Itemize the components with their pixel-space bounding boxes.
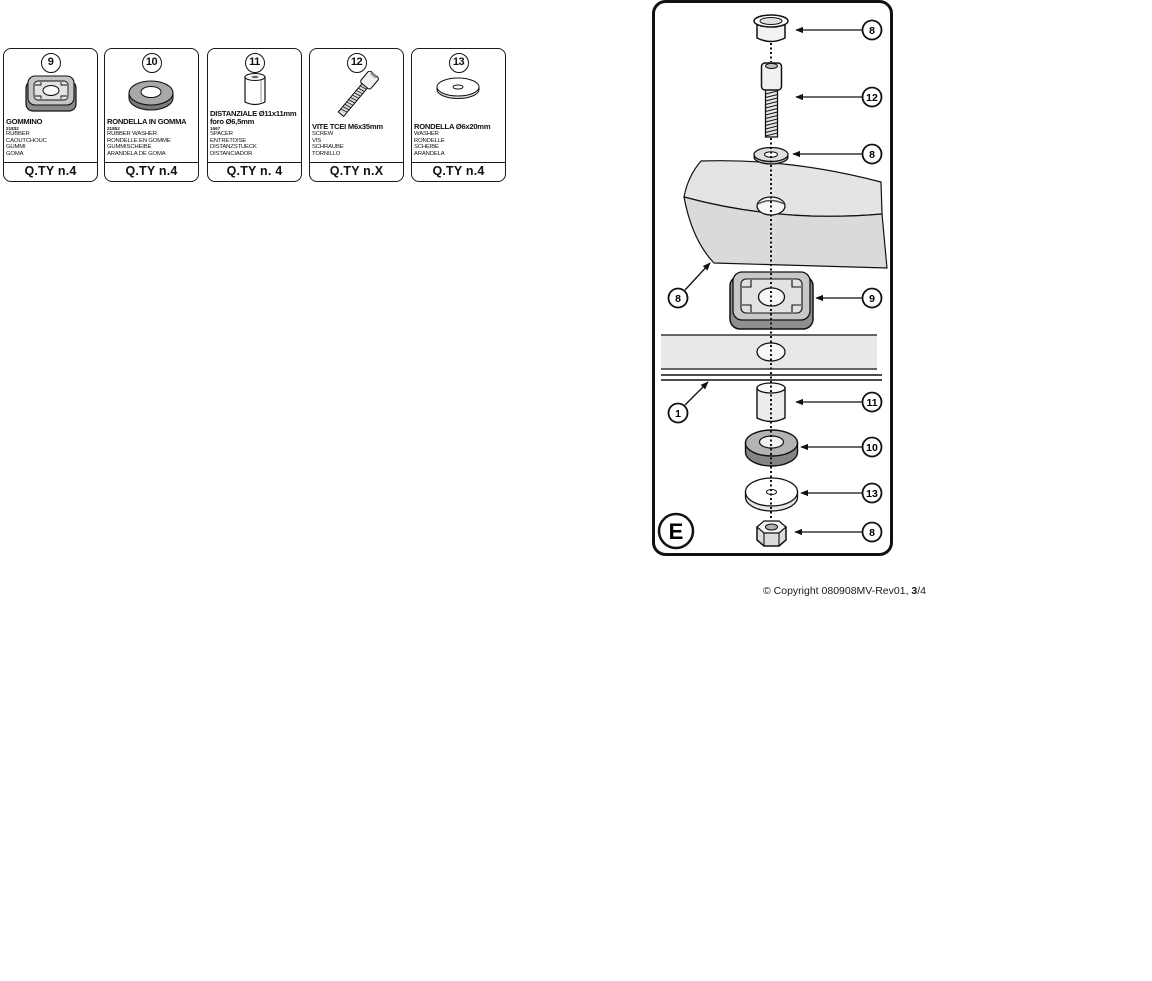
part-card-spacer — [207, 48, 302, 182]
part-description — [210, 110, 300, 157]
rubber-washer-hole — [760, 436, 784, 448]
part-card-rubber-washer — [104, 48, 199, 182]
part-card-screw — [309, 48, 404, 182]
part-description — [312, 123, 402, 157]
callout-number: 1 — [675, 408, 681, 420]
part-name-es: ARANDELA DE GOMA — [107, 150, 166, 157]
part-description — [107, 118, 197, 157]
part-code: 21832 — [6, 126, 19, 131]
part-description — [414, 123, 504, 157]
part-name-fr: VIS — [312, 137, 322, 144]
part-name-fr: RONDELLE EN GOMME — [107, 137, 171, 144]
washer-illustration — [412, 71, 504, 121]
page-total: /4 — [917, 585, 927, 597]
part-quantity: Q.TY n. 4 — [208, 162, 301, 181]
part-name-en: RUBBER — [6, 131, 30, 137]
section-letter: E — [668, 519, 684, 544]
part-title: RONDELLA IN GOMMA — [107, 117, 187, 126]
part-name-fr: CAOUTCHOUC — [6, 137, 47, 144]
part-name-fr: RONDELLE — [414, 137, 445, 144]
part-name-de: GUMMISCHEIBE — [107, 144, 152, 150]
part-title: VITE TCEI M6x35mm — [312, 122, 383, 131]
part-code: 21852 — [107, 126, 120, 131]
part-name-de: SCHEIBE — [414, 144, 439, 150]
rubber-mount-hole — [43, 86, 59, 96]
part-card-rubber-mount — [3, 48, 98, 182]
callout-number: 13 — [866, 488, 878, 500]
screw-illustration — [310, 71, 402, 121]
part-description — [6, 118, 96, 157]
part-name-en: WASHER — [414, 131, 439, 137]
part-name-fr: ENTRETOISE — [210, 137, 247, 144]
washer-hole — [453, 85, 463, 89]
section-badge — [659, 514, 693, 548]
callout-number: 12 — [866, 92, 878, 104]
callout-number: 11 — [866, 397, 878, 409]
callout-number: 9 — [869, 293, 875, 305]
part-name-en: SCREW — [312, 131, 334, 137]
part-name-en: SPACER — [210, 131, 233, 137]
copyright-footer — [763, 585, 926, 598]
page-number: 3 — [911, 585, 918, 597]
exploded-view-diagram — [648, 0, 898, 560]
part-number-badge: 10 — [142, 53, 162, 73]
callout-number: 8 — [869, 25, 875, 37]
part-quantity: Q.TY n.4 — [4, 162, 97, 181]
screw-body — [336, 71, 380, 118]
nut-bore — [766, 524, 778, 530]
rubber-washer-illustration — [105, 71, 197, 121]
part-number-badge: 12 — [347, 53, 367, 73]
callout-number: 8 — [675, 293, 681, 305]
screw-socket — [766, 64, 778, 69]
part-name-es: DISTANCIADOR — [210, 150, 253, 157]
part-name-de: DISTANZSTUECK — [210, 144, 257, 150]
part-name-es: GOMA — [6, 150, 24, 157]
shell-part-8 — [684, 161, 887, 268]
part-code: 1667 — [210, 126, 221, 131]
part-title-bore: foro Ø6,5mm — [210, 117, 255, 126]
part-number-badge: 11 — [245, 53, 265, 73]
part-title: RONDELLA Ø6x20mm — [414, 122, 491, 131]
part-quantity: Q.TY n.X — [310, 162, 403, 181]
part-name-es: ARANDELA — [414, 150, 445, 157]
cap-part-8 — [754, 15, 788, 42]
part-name-en: RUBBER WASHER — [107, 131, 157, 137]
part-number-badge: 13 — [449, 53, 469, 73]
part-quantity: Q.TY n.4 — [412, 162, 505, 181]
rubber-mount-illustration — [4, 71, 96, 121]
spacer-bore — [252, 76, 259, 79]
part-name-es: TORNILLO — [312, 150, 341, 157]
part-quantity: Q.TY n.4 — [105, 162, 198, 181]
part-title: DISTANZIALE Ø11x11mm — [210, 109, 297, 118]
spacer-part-11 — [757, 383, 785, 422]
callout-number: 10 — [866, 442, 878, 454]
part-card-washer — [411, 48, 506, 182]
part-name-de: GUMMI — [6, 144, 26, 150]
copyright-text: © Copyright 080908MV-Rev01, — [763, 585, 909, 597]
nut-part-8 — [757, 521, 786, 546]
part-title: GOMMINO — [6, 117, 43, 126]
part-name-de: SCHRAUBE — [312, 144, 344, 150]
rubber-washer-hole — [141, 87, 161, 98]
callout-number: 8 — [869, 149, 875, 161]
cap-top — [760, 18, 782, 25]
callout-number: 8 — [869, 527, 875, 539]
part-number-badge: 9 — [41, 53, 61, 73]
